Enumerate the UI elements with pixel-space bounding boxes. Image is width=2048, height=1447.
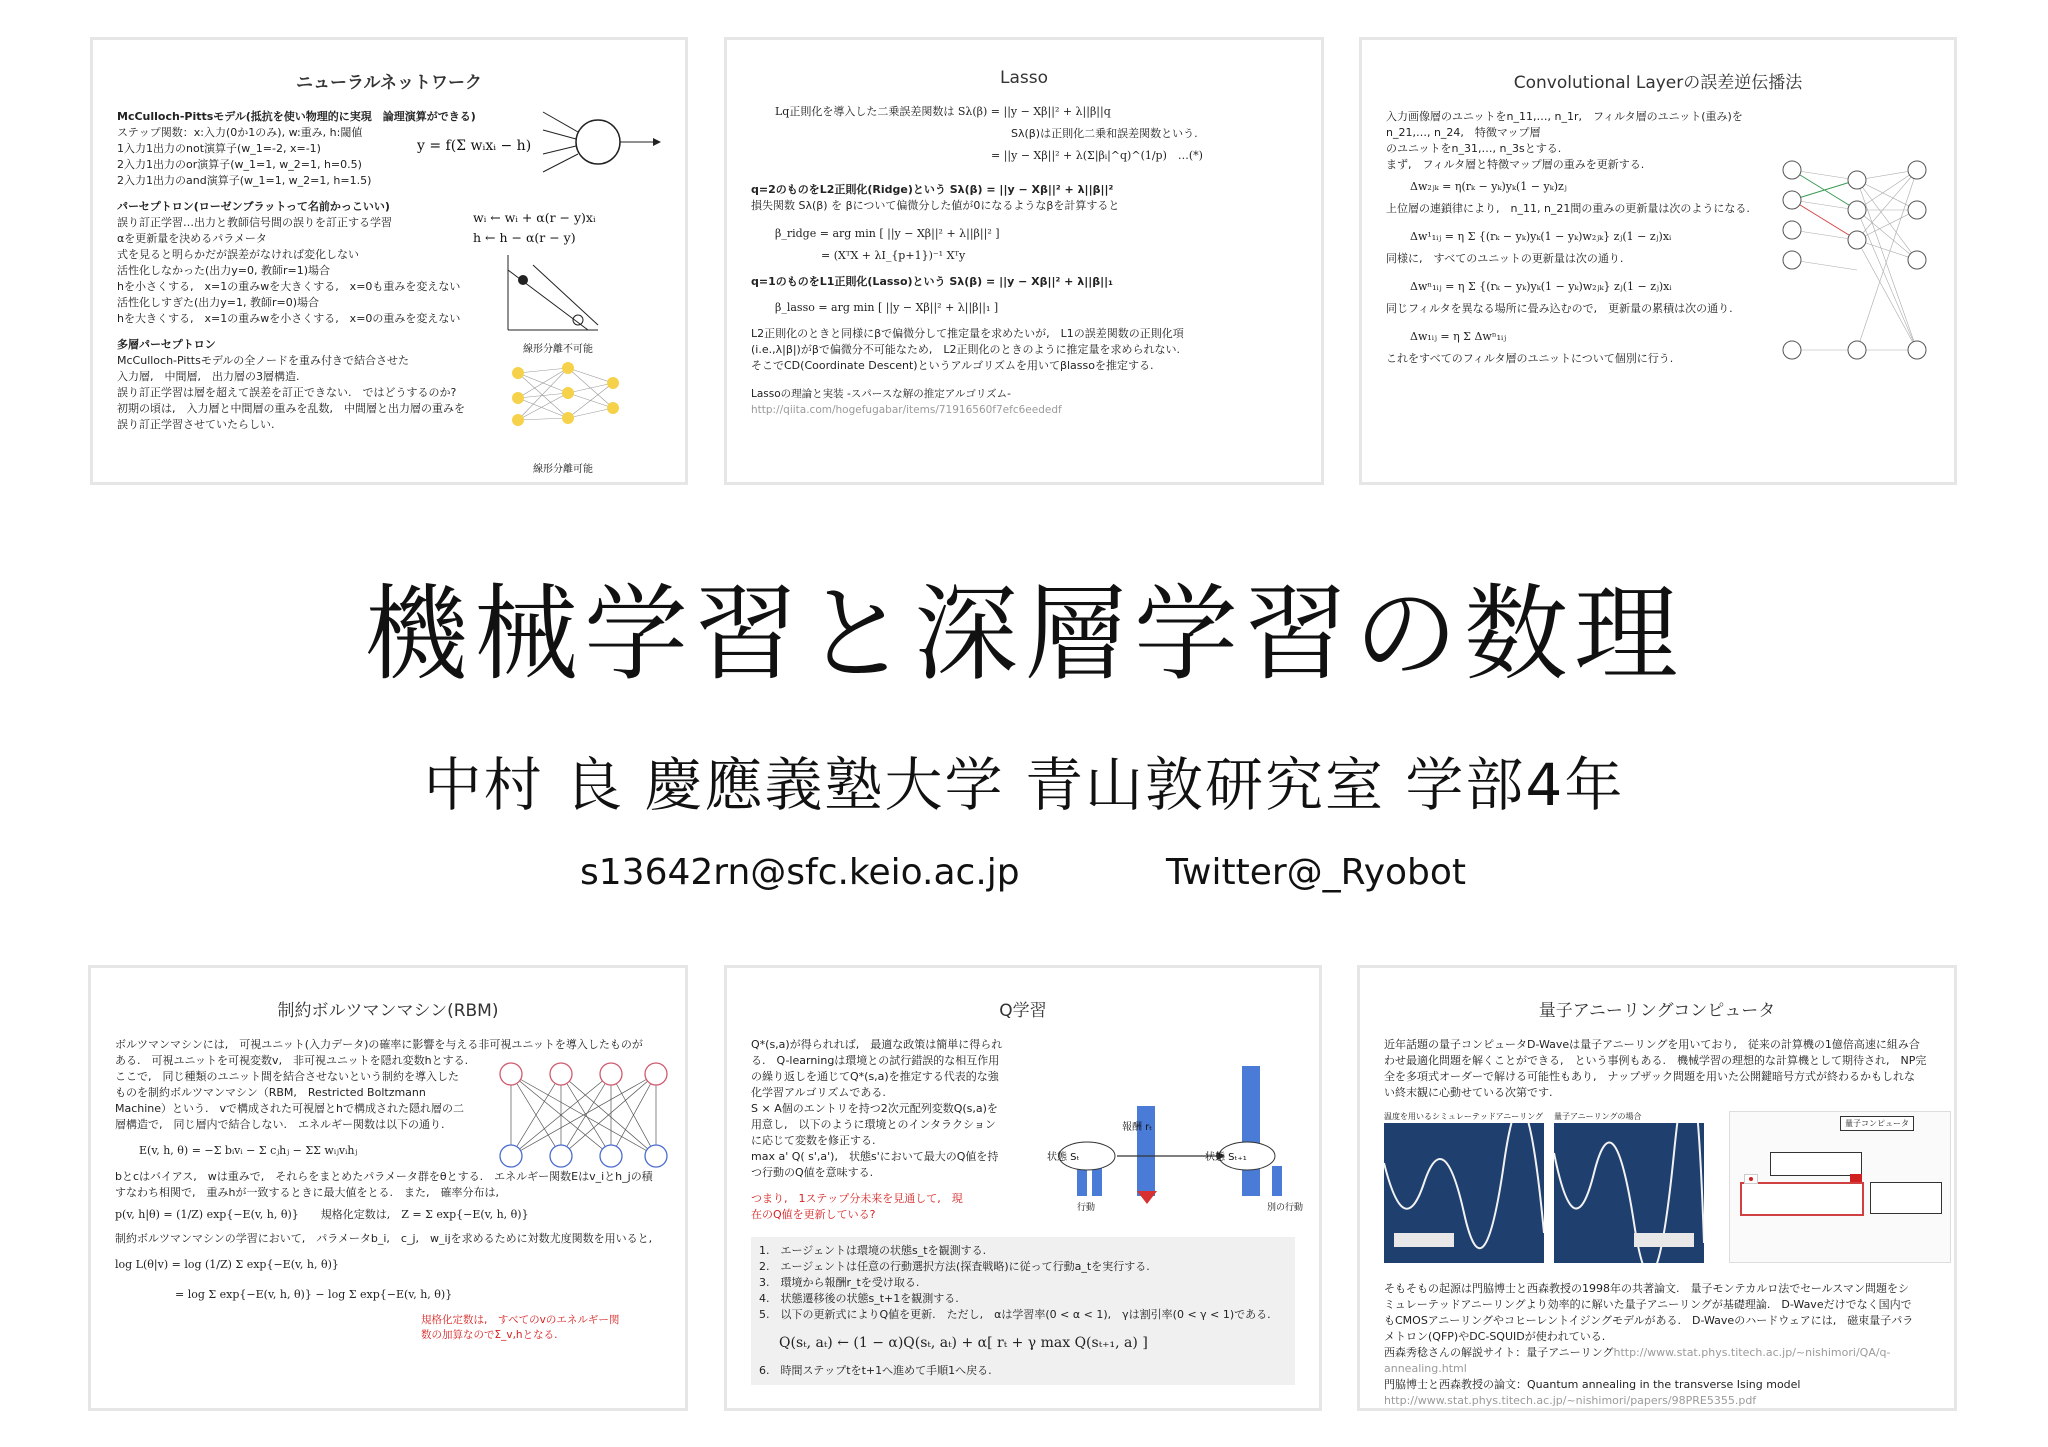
step-item: 6. 時間ステップtをt+1へ進めて手順1へ戻る. xyxy=(759,1364,992,1377)
text-line: q=1のものをL1正則化(Lasso)という Sλ(β) = ||y − Xβ||² + λ||β||₁ xyxy=(751,275,1113,288)
text-line: メトロン(QFP)やDC-SQUIDが使われている. xyxy=(1384,1330,1606,1343)
text-line: まず, フィルタ層と特徴マップ層の重みを更新する. xyxy=(1386,158,1645,171)
slide-title: 量子アニーリングコンピュータ xyxy=(1538,1001,1776,1021)
text-line: 同様に, すべてのユニットの更新量は次の通り. xyxy=(1386,252,1624,265)
text-line: L2正則化のときと同様にβで偏微分して推定量を求めたいが, L1の誤差関数の正則化項 xyxy=(751,327,1184,340)
text-line: 制約ボルツマンマシンの学習において, パラメータb_i, c_j, w_ijを求めるために対数尤度関数を用いると, xyxy=(115,1232,653,1245)
text-line: 入力層, 中間層, 出力層の3層構造. xyxy=(117,370,300,383)
equation-line: Δw¹₁ᵢⱼ = η Σ {(rₖ − yₖ)yₖ(1 − yₖ)w₂ⱼₖ} zⱼ(1 − zⱼ)xᵢ xyxy=(1410,230,1672,243)
text-line: ステップ関数：x:入力(0か1のみ), w:重み, h:閾値 xyxy=(117,126,363,139)
author-line: 中村 良 慶應義塾大学 青山敦研究室 学部4年 xyxy=(423,751,1625,819)
neuron-diagram xyxy=(533,102,663,182)
text-line: ボルツマンマシンには, 可視ユニット(入力データ)の確率に影響を与える非可視ユニットを導入したものが xyxy=(115,1038,643,1051)
slide-lasso[interactable] xyxy=(724,37,1324,485)
step-item: 1. エージェントは環境の状態s_tを観測する. xyxy=(759,1244,987,1257)
slide-title: Lasso xyxy=(999,68,1048,88)
text-line: 誤り訂正学習は層を超えて誤差を訂正できない. ではどうするのか? xyxy=(117,386,457,399)
presentation-title: 機械学習と深層学習の数理 xyxy=(363,573,1684,695)
map-box xyxy=(1740,1182,1864,1216)
text-line: 損失関数 Sλ(β) を βについて偏微分した値が0になるようなβを計算すると xyxy=(751,199,1120,212)
equation-line: E(v, h, θ) = −Σ bᵢvᵢ − Σ cⱼhⱼ − ΣΣ wᵢⱼvᵢhⱼ xyxy=(139,1144,358,1157)
text-line: McCulloch-Pittsモデルの全ノードを重み付きで結合させた xyxy=(117,354,409,367)
quantum-computer-map xyxy=(1729,1111,1951,1263)
text-line: bとcはバイアス, wは重みで, それらをまとめたパラメータ群をθとする. エネルギー関数Eはv_iとh_jの積 xyxy=(115,1170,653,1183)
equation-line: log L(θ|v) = log (1/Z) Σ exp{−E(v, h, θ)} xyxy=(115,1258,339,1271)
text-line: Sλ(β)は正則化二乗和誤差関数という. xyxy=(1011,127,1198,140)
text-line: そもそもの起源は門脇博士と西森教授の1998年の共著論文. 量子モンテカルロ法でセールスマン問題をシ xyxy=(1384,1282,1910,1295)
text-line: 誤り訂正学習…出力と教師信号間の誤りを訂正する学習 xyxy=(117,216,392,229)
equation-line: Δwⁿ₁ᵢⱼ = η Σ {(rₖ − yₖ)yₖ(1 − yₖ)w₂ⱼₖ} zⱼ(1 − zⱼ)xᵢ xyxy=(1410,280,1672,293)
text-line: ある. 可視ユニットを可視変数v, 非可視ユニットを隠れ変数hとする. xyxy=(115,1054,469,1067)
reference-title: Lassoの理論と実装 -スパースな解の推定アルゴリズム- xyxy=(751,388,1011,400)
reference-link[interactable]: http://www.stat.phys.titech.ac.jp/~nishimori/QA/q-annealing.html xyxy=(1384,1346,1891,1375)
text-line: 2入力1出力のand演算子(w_1=1, w_2=1, h=1.5) xyxy=(117,174,372,187)
text-line: 化学習アルゴリズムである. xyxy=(751,1086,886,1099)
text-line: 同じフィルタを異なる場所に畳み込むので, 更新量の累積は次の通り. xyxy=(1386,302,1733,315)
reference-title: 門脇博士と西森教授の論文：Quantum annealing in the transverse Ising model xyxy=(1384,1378,1801,1391)
text-line: 誤り訂正学習させていたらしい. xyxy=(117,418,275,431)
text-line: 近年話題の量子コンピュータD-Waveは量子アニーリングを用いており, 従来の計算機の1億倍高速に組み合 xyxy=(1384,1038,1920,1051)
text-line: hを大きくする, x=1の重みwを小さくする, x=0の重みを変えない xyxy=(117,312,461,325)
figure-caption: 量子アニーリングの場合 xyxy=(1554,1112,1642,1121)
map-box xyxy=(1870,1182,1942,1214)
section-heading: 多層パーセプトロン xyxy=(117,338,216,351)
diagram-label: 別の行動 xyxy=(1267,1203,1304,1213)
flag-japan-icon xyxy=(1744,1174,1758,1184)
text-line: 1入力1出力のnot演算子(w_1=-2, x=-1) xyxy=(117,142,321,155)
slide-title: ニューラルネットワーク xyxy=(296,73,482,93)
figure-caption: 線形分離可能 xyxy=(533,464,593,475)
reference-line xyxy=(1384,1377,1930,1409)
text-line: わせ最適化問題を解くことができる, という事例もある. 機械学習の理想的な計算機として期待され, NP完 xyxy=(1384,1054,1927,1067)
formula-perceptron: wᵢ ← wᵢ + α(r − y)xᵢ h ← h − α(r − y) xyxy=(473,210,596,245)
text-line: 層構造で, 同じ層内で結合しない. エネルギー関数は以下の通り. xyxy=(115,1118,445,1131)
section-heading: McCulloch-Pittsモデル(抵抗を使い物理的に実現 論理演算ができる) xyxy=(117,110,476,123)
equation-line: Q(sₜ, aₜ) ← (1 − α)Q(sₜ, aₜ) + α[ rₜ + γ max Q(sₜ₊₁, a) ] xyxy=(779,1335,1148,1351)
text-line: これをすべてのフィルタ層のユニットについて個別に行う. xyxy=(1386,352,1674,365)
figure-caption: 線形分離不可能 xyxy=(523,344,593,355)
flag-canada-icon xyxy=(1850,1174,1862,1182)
text-line: (i.e.,λ|β|)がβで偏微分不可能なため, L2正則化のときのように推定量を求められない. xyxy=(751,343,1180,356)
diagram-label: 報酬 rₜ xyxy=(1122,1122,1153,1133)
section-heading: パーセプトロン(ローゼンブラットって名前かっこいい) xyxy=(117,200,390,213)
text-line: 全を多項式オーダーで解ける可能性もあり, ナップザック問題を用いた公開鍵暗号方式が終わるかもしれな xyxy=(1384,1070,1916,1083)
equation-line: = log Σ exp{−E(v, h, θ)} − log Σ exp{−E(v, h, θ)} xyxy=(175,1288,453,1301)
rbm-graph-diagram xyxy=(491,1056,671,1176)
text-line: S × A個のエントリを持つ2次元配列変数Q(s,a)を xyxy=(751,1102,998,1115)
text-line: 入力画像層のユニットをn_11,…, n_1r, フィルタ層のユニット(重み)をn_21,…, n_24, 特徴マップ層 xyxy=(1386,110,1743,139)
text-line: 2入力1出力のor演算子(w_1=1, w_2=1, h=0.5) xyxy=(117,158,362,171)
figure-row xyxy=(1384,1111,1930,1271)
conv-network-diagram xyxy=(1772,150,1942,380)
diagram-label: 状態 Sₜ xyxy=(1047,1152,1080,1163)
map-box xyxy=(1770,1152,1862,1176)
equation-line: = (XᵀX + λI_{p+1})⁻¹ Xᵀy xyxy=(821,249,966,262)
algorithm-steps-box xyxy=(751,1237,1295,1385)
figure-caption: 温度を用いるシミュレーテッドアニーリング xyxy=(1384,1112,1544,1121)
simulated-annealing-figure xyxy=(1384,1123,1544,1263)
equation-line: β_ridge = arg min [ ||y − Xβ||² + λ||β||² ] xyxy=(775,227,1000,240)
linear-separability-plot xyxy=(493,250,603,340)
reference-line xyxy=(751,386,1297,418)
multilayer-network-diagram xyxy=(503,358,633,433)
diagram-label: 状態 Sₜ₊₁ xyxy=(1205,1152,1247,1163)
step-item: 4. 状態遷移後の状態s_t+1を観測する. xyxy=(759,1292,959,1305)
text-line: もCMOSアニーリングやコヒーレントイジングモデルがある. D-Waveのハードウェアには, 磁束量子パラ xyxy=(1384,1314,1914,1327)
equation-line: = ||y − Xβ||² + λ(Σ|βᵢ|^q)^(1/p) …(*) xyxy=(991,149,1203,162)
text-line: すなわち相関で, 重みhが一致するときに最大値をとる. また, 確率分布は, xyxy=(115,1186,499,1199)
figure-caption: 量子コンピュータ xyxy=(1840,1116,1914,1131)
text-line: Q*(s,a)が得られれば, 最適な政策は簡単に得られ xyxy=(751,1038,1003,1051)
slide-rbm[interactable] xyxy=(88,965,688,1411)
text-line: ここで, 同じ種類のユニット間を結合させないという制約を導入した xyxy=(115,1070,460,1083)
text-line: い終末観に心動せている次第です. xyxy=(1384,1086,1553,1099)
text-line: max a' Q( s',a'), 状態s'において最大のQ値を持 xyxy=(751,1150,999,1163)
text-line: αを更新量を決めるパラメータ xyxy=(117,232,267,245)
text-line: 活性化しなかった(出力y=0, 教師r=1)場合 xyxy=(117,264,331,277)
reference-link[interactable]: http://www.stat.phys.titech.ac.jp/~nishimori/papers/98PRE5355.pdf xyxy=(1384,1394,1757,1407)
red-annotation: 在のQ値を更新している? xyxy=(751,1208,876,1221)
text-line: 活性化しすぎた(出力y=1, 教師r=0)場合 xyxy=(117,296,320,309)
red-annotation: 規格化定数は, すべてのvのエネルギー関 数の加算なのでΣ_v,hとなる. xyxy=(421,1314,620,1341)
text-line: q=2のものをL2正則化(Ridge)という Sλ(β) = ||y − Xβ||² + λ||β||² xyxy=(751,183,1114,196)
diagram-label: 行動 xyxy=(1077,1203,1096,1213)
slide-title: Convolutional Layerの誤差逆伝播法 xyxy=(1513,73,1803,93)
text-line: ミュレーテッドアニーリングより効率的に解いた量子アニーリングが基礎理論. D-Waveだけでなく国内で xyxy=(1384,1298,1912,1311)
step-item: 3. 環境から報酬r_tを受け取る. xyxy=(759,1276,920,1289)
slide-q-learning[interactable] xyxy=(724,965,1322,1411)
quantum-annealing-figure xyxy=(1554,1123,1704,1263)
equation-line: β_lasso = arg min [ ||y − Xβ||² + λ||β||₁ ] xyxy=(775,301,999,314)
twitter-handle[interactable]: Twitter@_Ryobot xyxy=(1166,852,1467,893)
equation-line: Δw₂ⱼₖ = η(rₖ − yₖ)yₖ(1 − yₖ)zⱼ xyxy=(1410,180,1567,193)
text-line: そこでCD(Coordinate Descent)というアルゴリズムを用いてβlassoを推定する. xyxy=(751,359,1154,372)
text-line: 上位層の連鎖律により, n_11, n_21間の重みの更新量は次のようになる. xyxy=(1386,202,1750,215)
text-line: る. Q-learningは環境との試行錯誤的な相互作用 xyxy=(751,1054,1000,1067)
slide-convolutional-backprop[interactable] xyxy=(1359,37,1957,485)
q-learning-diagram xyxy=(1017,1026,1307,1216)
email-address[interactable]: s13642rn@sfc.keio.ac.jp xyxy=(580,852,1020,893)
text-line: つ行動のQ値を意味する. xyxy=(751,1166,874,1179)
text-line: に応じて変数を修正する. xyxy=(751,1134,876,1147)
slide-quantum-annealing[interactable] xyxy=(1357,965,1957,1411)
reference-link[interactable]: http://qiita.com/hogefugabar/items/71916560f7efc6eededf xyxy=(751,404,1062,416)
text-line: 初期の頃は, 入力層と中間層の重みを乱数, 中間層と出力層の重みを xyxy=(117,402,465,415)
text-line: の繰り返しを通じてQ*(s,a)を推定する代表的な強 xyxy=(751,1070,999,1083)
step-item: 5. 以下の更新式によりQ値を更新. ただし, αは学習率(0 < α < 1), γは割引率(0 < γ < 1)である. xyxy=(759,1308,1271,1321)
slide-neural-network[interactable] xyxy=(90,37,688,485)
text-line: ものを制約ボルツマンマシン（RBM, Restricted Boltzmann xyxy=(115,1086,426,1099)
reference-title: 西森秀稔さんの解説サイト：量子アニーリング xyxy=(1384,1346,1614,1359)
text-line: 式を見ると明らかだが誤差がなければ変化しない xyxy=(117,248,359,261)
text-line: 用意し, 以下のように環境とのインタラクション xyxy=(751,1118,996,1131)
equation-line: Lq正則化を導入した二乗誤差関数は Sλ(β) = ||y − Xβ||² + λ||β||q xyxy=(775,105,1111,118)
equation-line: p(v, h|θ) = (1/Z) exp{−E(v, h, θ)} 規格化定数は, Z = Σ exp{−E(v, h, θ)} xyxy=(115,1208,529,1221)
reference-line xyxy=(1384,1345,1930,1377)
text-line: Machine）という. vで構成された可視層とhで構成された隠れ層の二 xyxy=(115,1102,465,1115)
contact-row xyxy=(0,852,2048,902)
red-annotation: つまり, 1ステップ分未来を見通して, 現 xyxy=(751,1192,963,1205)
step-item: 2. エージェントは任意の行動選択方法(探査戦略)に従って行動a_tを実行する. xyxy=(759,1260,1150,1273)
text-line: のユニットをn_31,…, n_3sとする. xyxy=(1386,142,1562,155)
text-line: hを小さくする, x=1の重みwを大きくする, x=0も重みを変えない xyxy=(117,280,461,293)
formula-mcculloch: y = f(Σ wᵢxᵢ − h) xyxy=(417,138,532,154)
slide-title: Q学習 xyxy=(999,1001,1047,1021)
slide-title: 制約ボルツマンマシン(RBM) xyxy=(277,1001,499,1021)
equation-line: Δw₁ᵢⱼ = η Σ Δwⁿ₁ᵢⱼ xyxy=(1410,330,1507,343)
